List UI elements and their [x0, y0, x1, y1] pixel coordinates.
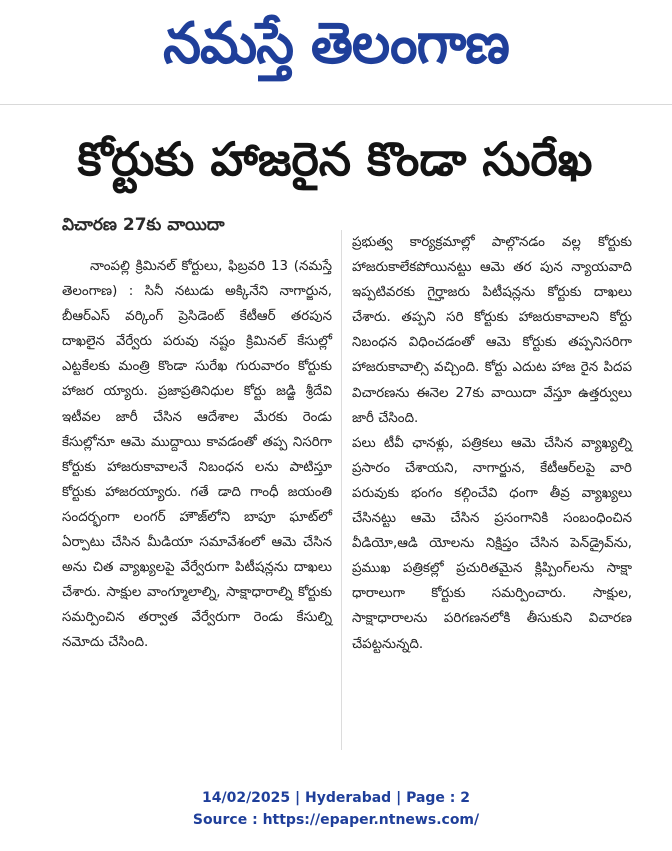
article-headline: కోర్టుకు హాజరైన కొండా సురేఖ [77, 132, 593, 186]
masthead-divider [0, 104, 672, 105]
article-paragraph: నాంపల్లి క్రిమినల్ కోర్టులు, ఫిబ్రవరి 13 (నమస్తే తెలంగాణ) : సినీ నటుడు అక్కినేని నాగార్జున, బీఆర్ఎస్ వర్కింగ్ ప్రెసిడెంట్ కేటీఆర్ తరపున దాఖలైన వేర్వేరు పరువు నష్టం క్రిమినల్ కేసుల్లో ఎట్టకేలకు మంత్రి కొండా సురేఖ గురువారం కోర్టుకు హాజర య్యారు. ప్రజాప్రతినిధుల కోర్టు జడ్జి శ్రీదేవి ఇటీవల జారీ చేసిన ఆదేశాల మేరకు రెండు కేసుల్లోనూ ఆమె ముద్దాయి కావడంతో తప్ప నిసరిగా కోర్టుకు హాజరుకావాలనే నిబంధన లను పాటిస్తూ కోర్టుకు హాజరయ్యారు. గతే డాది గాంధీ జయంతి సందర్భంగా లంగర్ హౌజ్‌లోని బాపూ ఘాట్‌లో ఏర్పాటు చేసిన మీడియా సమావేశంలో ఆమె చేసిన అను చిత వ్యాఖ్యలపై వేర్వేరుగా పిటీషన్లను దాఖలు చేశారు. సాక్షుల వాంగ్మూలాల్ని, సాక్షాధారాల్ని కోర్టుకు సమర్పించిన తర్వాత వేర్వేరుగా రెండు కేసుల్ని నమోదు చేసింది. [62, 259, 332, 651]
article-subhead: విచారణ 27కు వాయిదా [62, 215, 225, 235]
article-column-right [352, 230, 632, 657]
newspaper-logo: నమస్తే తెలంగాణ [163, 9, 509, 76]
article-column-left [62, 254, 332, 656]
source-link[interactable]: Source : https://epaper.ntnews.com/ [192, 812, 480, 828]
masthead [0, 0, 672, 100]
column-divider [341, 230, 342, 750]
article-paragraph: పలు టీవీ ఛానళ్లు, పత్రికలు ఆమె చేసిన వ్యాఖ్యల్ని ప్రసారం చేశాయని, నాగార్జున, కేటీఆర్‌లపై వారి పరువుకు భంగం కల్గించేవి ధంగా తీవ్ర వ్యాఖ్యలు చేసినట్టు ఆమె చేసిన ప్రసంగానికి సంబంధించిన వీడియో,ఆడి యోలను నిక్షిప్తం చేసిన పెన్‌డ్రైవ్‌ను, ప్రముఖ పత్రికల్లో ప్రచురితమైన క్లిప్పింగ్‌లను సాక్షా ధారాలుగా కోర్టుకు సమర్పించారు. సాక్షుల, సాక్షాధారాలను పరిగణనలోకి తీసుకుని విచారణ చేపట్టనున్నది. [352, 435, 632, 652]
publication-info: 14/02/2025 | Hyderabad | Page : 2 [201, 790, 471, 806]
article-paragraph: ప్రభుత్వ కార్యక్రమాల్లో పాల్గొనడం వల్ల కోర్టుకు హాజరుకాలేకపోయినట్టు ఆమె తర పున న్యాయవాది ఇప్పటివరకు గైర్హాజరు పిటీషన్లను కోర్టుకు దాఖలు చేశారు. తప్పని సరి కోర్టుకు హాజరుకావాలని కోర్టు నిబంధన విధించడంతో ఆమె కోర్టుకు తప్పనిసరిగా హాజరుకావాల్సి వచ్చింది. కోర్టు ఎదుట హాజ రైన పిదప విచారణను ఈనెల 27కు వాయిదా వేస్తూ ఉత్తర్వులు జారీ చేసింది. [352, 235, 632, 426]
